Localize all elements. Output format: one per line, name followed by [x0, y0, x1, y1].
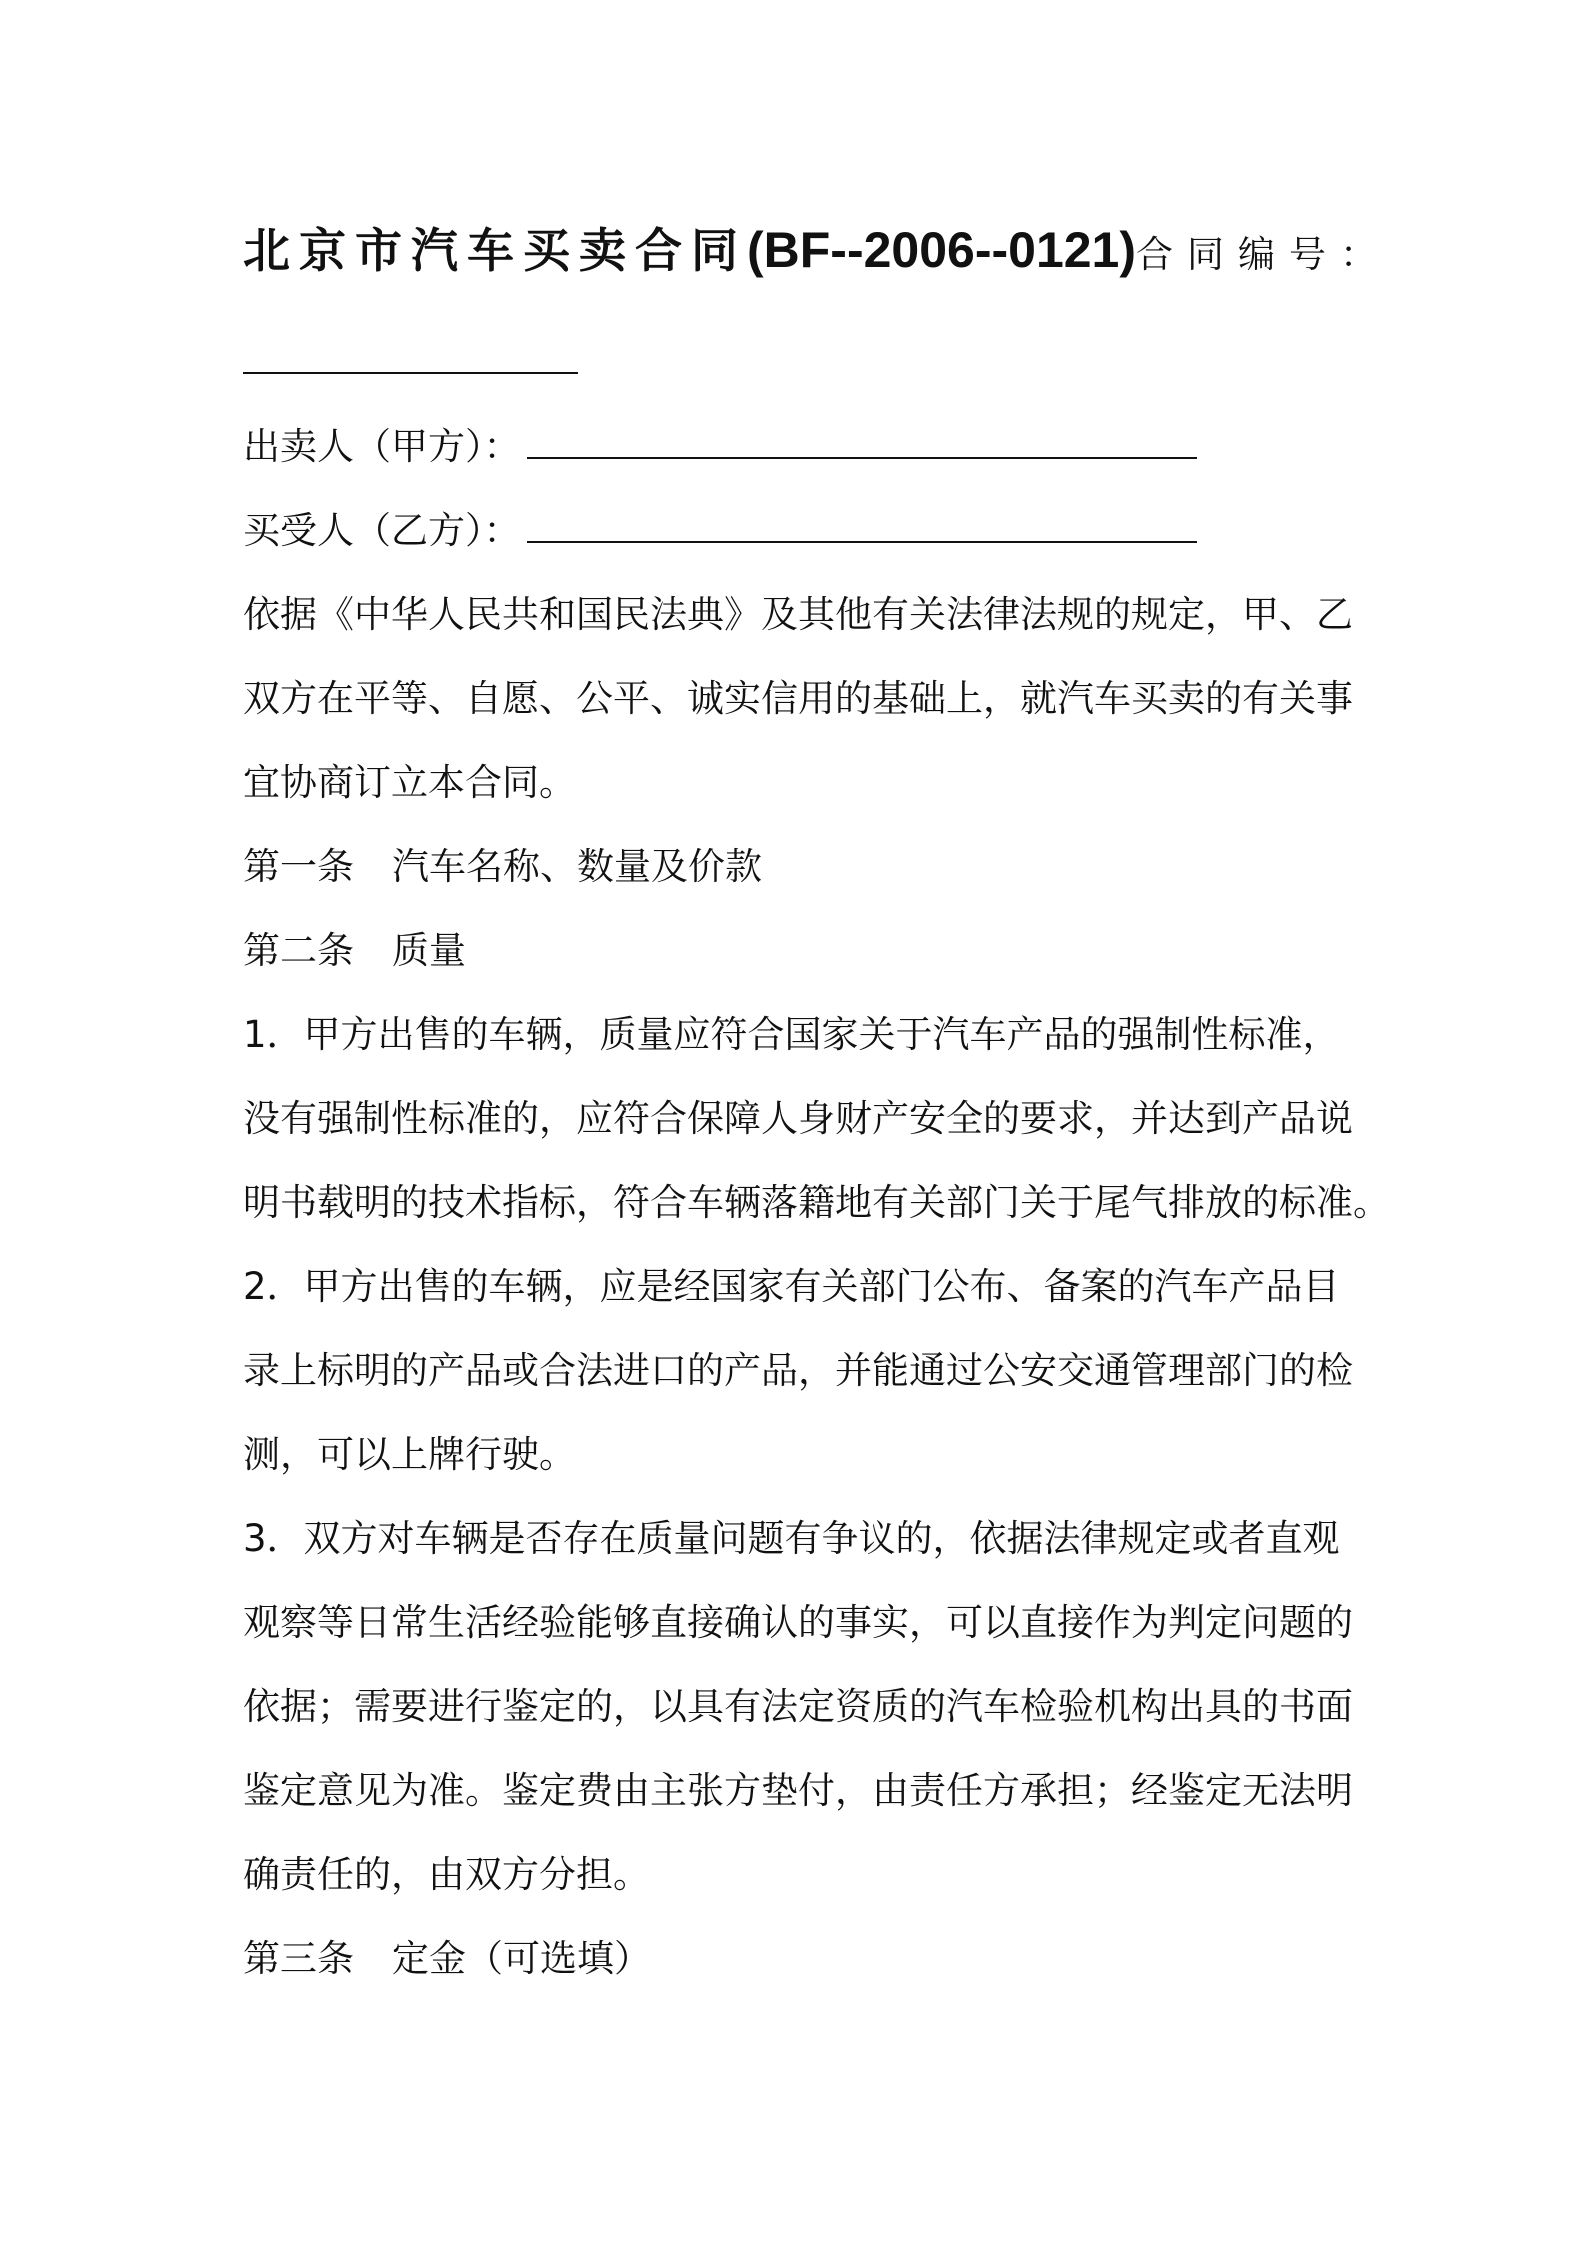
article-2-heading	[243, 909, 1383, 993]
clause-3-line: 依据；需要进行鉴定的，以具有法定资质的汽车检验机构出具的书面	[243, 1685, 1353, 1728]
clause-2-line: 测，可以上牌行驶。	[243, 1433, 576, 1476]
article-1-heading	[243, 825, 1383, 909]
buyer-label: 买受人（乙方）：	[243, 509, 521, 552]
intro-line: 宜协商订立本合同。	[243, 761, 576, 804]
title-code: (BF--2006--0121)	[747, 222, 1137, 278]
seller-blank	[527, 431, 1197, 459]
seller-line	[243, 405, 1383, 489]
article-1-title: 汽车名称、数量及价款	[392, 845, 762, 888]
article-1-number: 第一条	[243, 845, 354, 888]
article-2-number: 第二条	[243, 929, 354, 972]
contract-number-label: 合同编号：	[1136, 233, 1392, 276]
clause-1-line: 明书载明的技术指标，符合车辆落籍地有关部门关于尾气排放的标准。	[243, 1181, 1390, 1224]
clause-3-line: 确责任的，由双方分担。	[243, 1853, 650, 1896]
contract-number-blank	[243, 372, 578, 374]
clause-1-line: 没有强制性标准的，应符合保障人身财产安全的要求，并达到产品说	[243, 1097, 1353, 1140]
clause-3-line: 鉴定意见为准。鉴定费由主张方垫付，由责任方承担；经鉴定无法明	[243, 1769, 1353, 1812]
buyer-line	[243, 489, 1383, 573]
article-3-number: 第三条	[243, 1937, 354, 1980]
buyer-blank	[527, 515, 1197, 543]
intro-line: 依据《中华人民共和国民法典》及其他有关法律法规的规定，甲、乙	[243, 593, 1353, 636]
clause-2-line: 录上标明的产品或合法进口的产品，并能通过公安交通管理部门的检	[243, 1349, 1353, 1392]
clause-1-line: 1．甲方出售的车辆，质量应符合国家关于汽车产品的强制性标准，	[243, 1013, 1340, 1056]
article-2-title: 质量	[392, 929, 466, 972]
article-3-heading	[243, 1917, 1383, 2001]
clause-2-line: 2．甲方出售的车辆，应是经国家有关部门公布、备案的汽车产品目	[243, 1265, 1340, 1308]
title-main: 北京市汽车买卖合同	[243, 224, 747, 279]
document-body	[243, 405, 1390, 2001]
article-3-title: 定金（可选填）	[392, 1937, 651, 1980]
seller-label: 出卖人（甲方）：	[243, 425, 521, 468]
clause-3-line: 3．双方对车辆是否存在质量问题有争议的，依据法律规定或者直观	[243, 1517, 1340, 1560]
clause-3-line: 观察等日常生活经验能够直接确认的事实，可以直接作为判定问题的	[243, 1601, 1353, 1644]
intro-line: 双方在平等、自愿、公平、诚实信用的基础上，就汽车买卖的有关事	[243, 677, 1353, 720]
document-title	[243, 210, 1392, 295]
